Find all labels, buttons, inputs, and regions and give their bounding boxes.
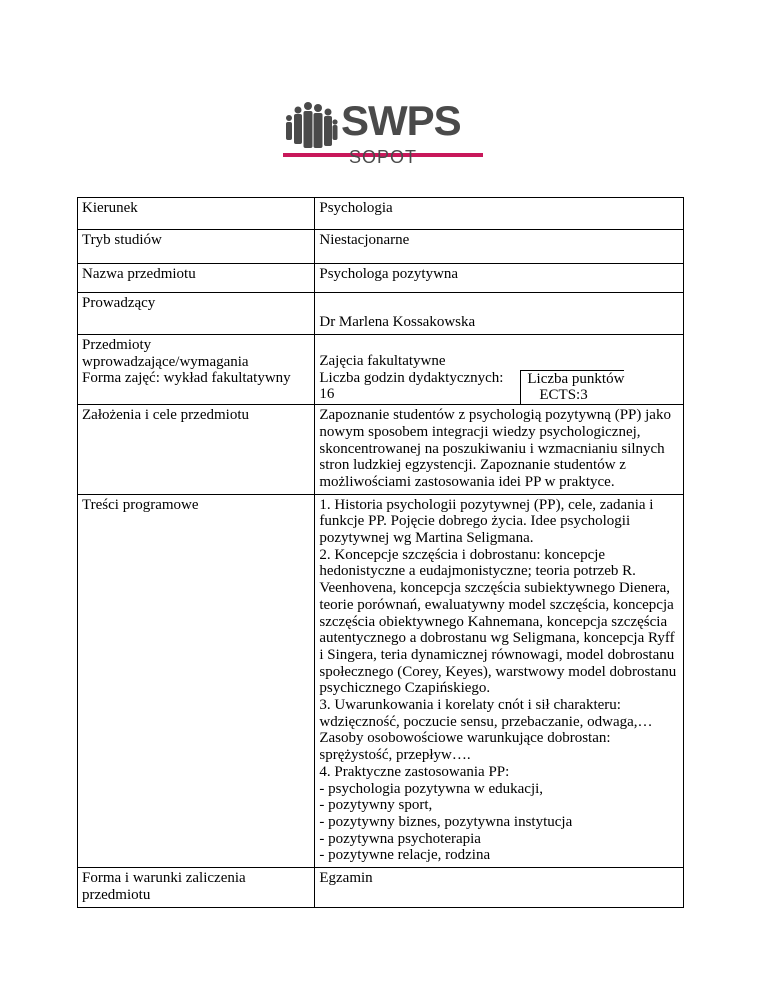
value-prowadzacy	[315, 293, 684, 335]
list-item: - pozytywna psychoterapia	[319, 830, 481, 847]
content-paragraph: 3. Uwarunkowania i korelaty cnót i sił charakteru: wdzięczność, poczucie sensu, przebaczanie, odwaga,…	[319, 697, 653, 730]
table-row	[78, 198, 684, 230]
content-paragraph: Zasoby osobowościowe warunkujące dobrostan: sprężystość, przepływ….	[319, 730, 611, 764]
hours-label: Liczba godzin dydaktycznych:	[319, 369, 504, 386]
label-line: wprowadzające/wymagania	[82, 353, 249, 370]
value-forma: Egzamin	[315, 868, 684, 907]
ects-cell	[521, 370, 624, 404]
value-tresci	[315, 494, 684, 867]
content-paragraph: 4. Praktyczne zastosowania PP:	[319, 763, 510, 780]
label-przedmioty	[78, 335, 315, 405]
table-row	[78, 230, 684, 264]
hours-ects-grid	[319, 370, 679, 404]
table-row	[78, 494, 684, 867]
label-tryb: Tryb studiów	[78, 230, 315, 264]
logo-wordmark: SWPS	[341, 97, 461, 144]
value-line: Zajęcia fakultatywne	[319, 353, 446, 369]
value-zalozenia: Zapoznanie studentów z psychologią pozytywną (PP) jako nowym sposobem integracji wiedzy psychologicznej, skoncentrowanej na poszukiwaniu i wzmacnianiu silnych stron ludzkiej egzystencji. Zapoznanie studentów z możliwościami zastosowania idei PP w praktyce.	[315, 405, 684, 495]
label-prowadzacy: Prowadzący	[78, 293, 315, 335]
list-item: - pozytywny biznes, pozytywna instytucja	[319, 813, 573, 830]
value-tryb: Niestacjonarne	[315, 230, 684, 264]
label-line: Przedmioty	[82, 337, 152, 353]
table-row	[78, 335, 684, 405]
table-row	[78, 293, 684, 335]
label-kierunek: Kierunek	[78, 198, 315, 230]
swps-logo	[283, 98, 483, 170]
list-item: - pozytywne relacje, rodzina	[319, 847, 491, 864]
label-zalozenia: Założenia i cele przedmiotu	[78, 405, 315, 495]
hours-value: 16	[319, 386, 335, 403]
syllabus-table	[77, 197, 684, 908]
logo-subtitle: SOPOT	[349, 147, 418, 167]
people-silhouette-icon	[283, 98, 339, 154]
value-przedmioty	[315, 335, 684, 405]
content-paragraph: 2. Koncepcje szczęścia i dobrostanu: koncepcje hedonistyczne a eudajmonistyczne; teoria potrzeb R. Veenhovena, koncepcja szczęścia subiektywnego Dienera, teorie porównań, ewaluatywny model szczęścia, koncepcja szczęścia obiektywnego Kahnemana, koncepcja szczęścia autentycznego a dobrostanu wg Seligmana, koncepcja Ryff i Singera, teria dynamicznej równowagi, model dobrostanu społecznego (Corey, Keyes), warstwowy model dobrostanu psychicznego Czapińskiego.	[319, 546, 677, 697]
hours-cell	[319, 370, 521, 404]
list-item: - pozytywny sport,	[319, 797, 433, 814]
value-nazwa: Psychologa pozytywna	[315, 264, 684, 293]
label-nazwa: Nazwa przedmiotu	[78, 264, 315, 293]
value-kierunek: Psychologia	[315, 198, 684, 230]
lecturer-name: Dr Marlena Kossakowska	[319, 314, 476, 331]
list-item: - psychologia pozytywna w edukacji,	[319, 780, 544, 797]
label-tresci: Treści programowe	[78, 494, 315, 867]
ects-label: Liczba punktów	[527, 370, 625, 387]
table-row	[78, 868, 684, 907]
ects-value: ECTS:3	[539, 387, 588, 404]
table-row	[78, 405, 684, 495]
label-forma: Forma i warunki zaliczenia przedmiotu	[78, 868, 315, 907]
table-row	[78, 264, 684, 293]
content-paragraph: 1. Historia psychologii pozytywnej (PP), cele, zadania i funkcje PP. Pojęcie dobrego życia. Idee psychologii pozytywnej wg Martina Seligmana.	[319, 496, 654, 547]
label-line: Forma zajęć: wykład fakultatywny	[82, 370, 291, 387]
